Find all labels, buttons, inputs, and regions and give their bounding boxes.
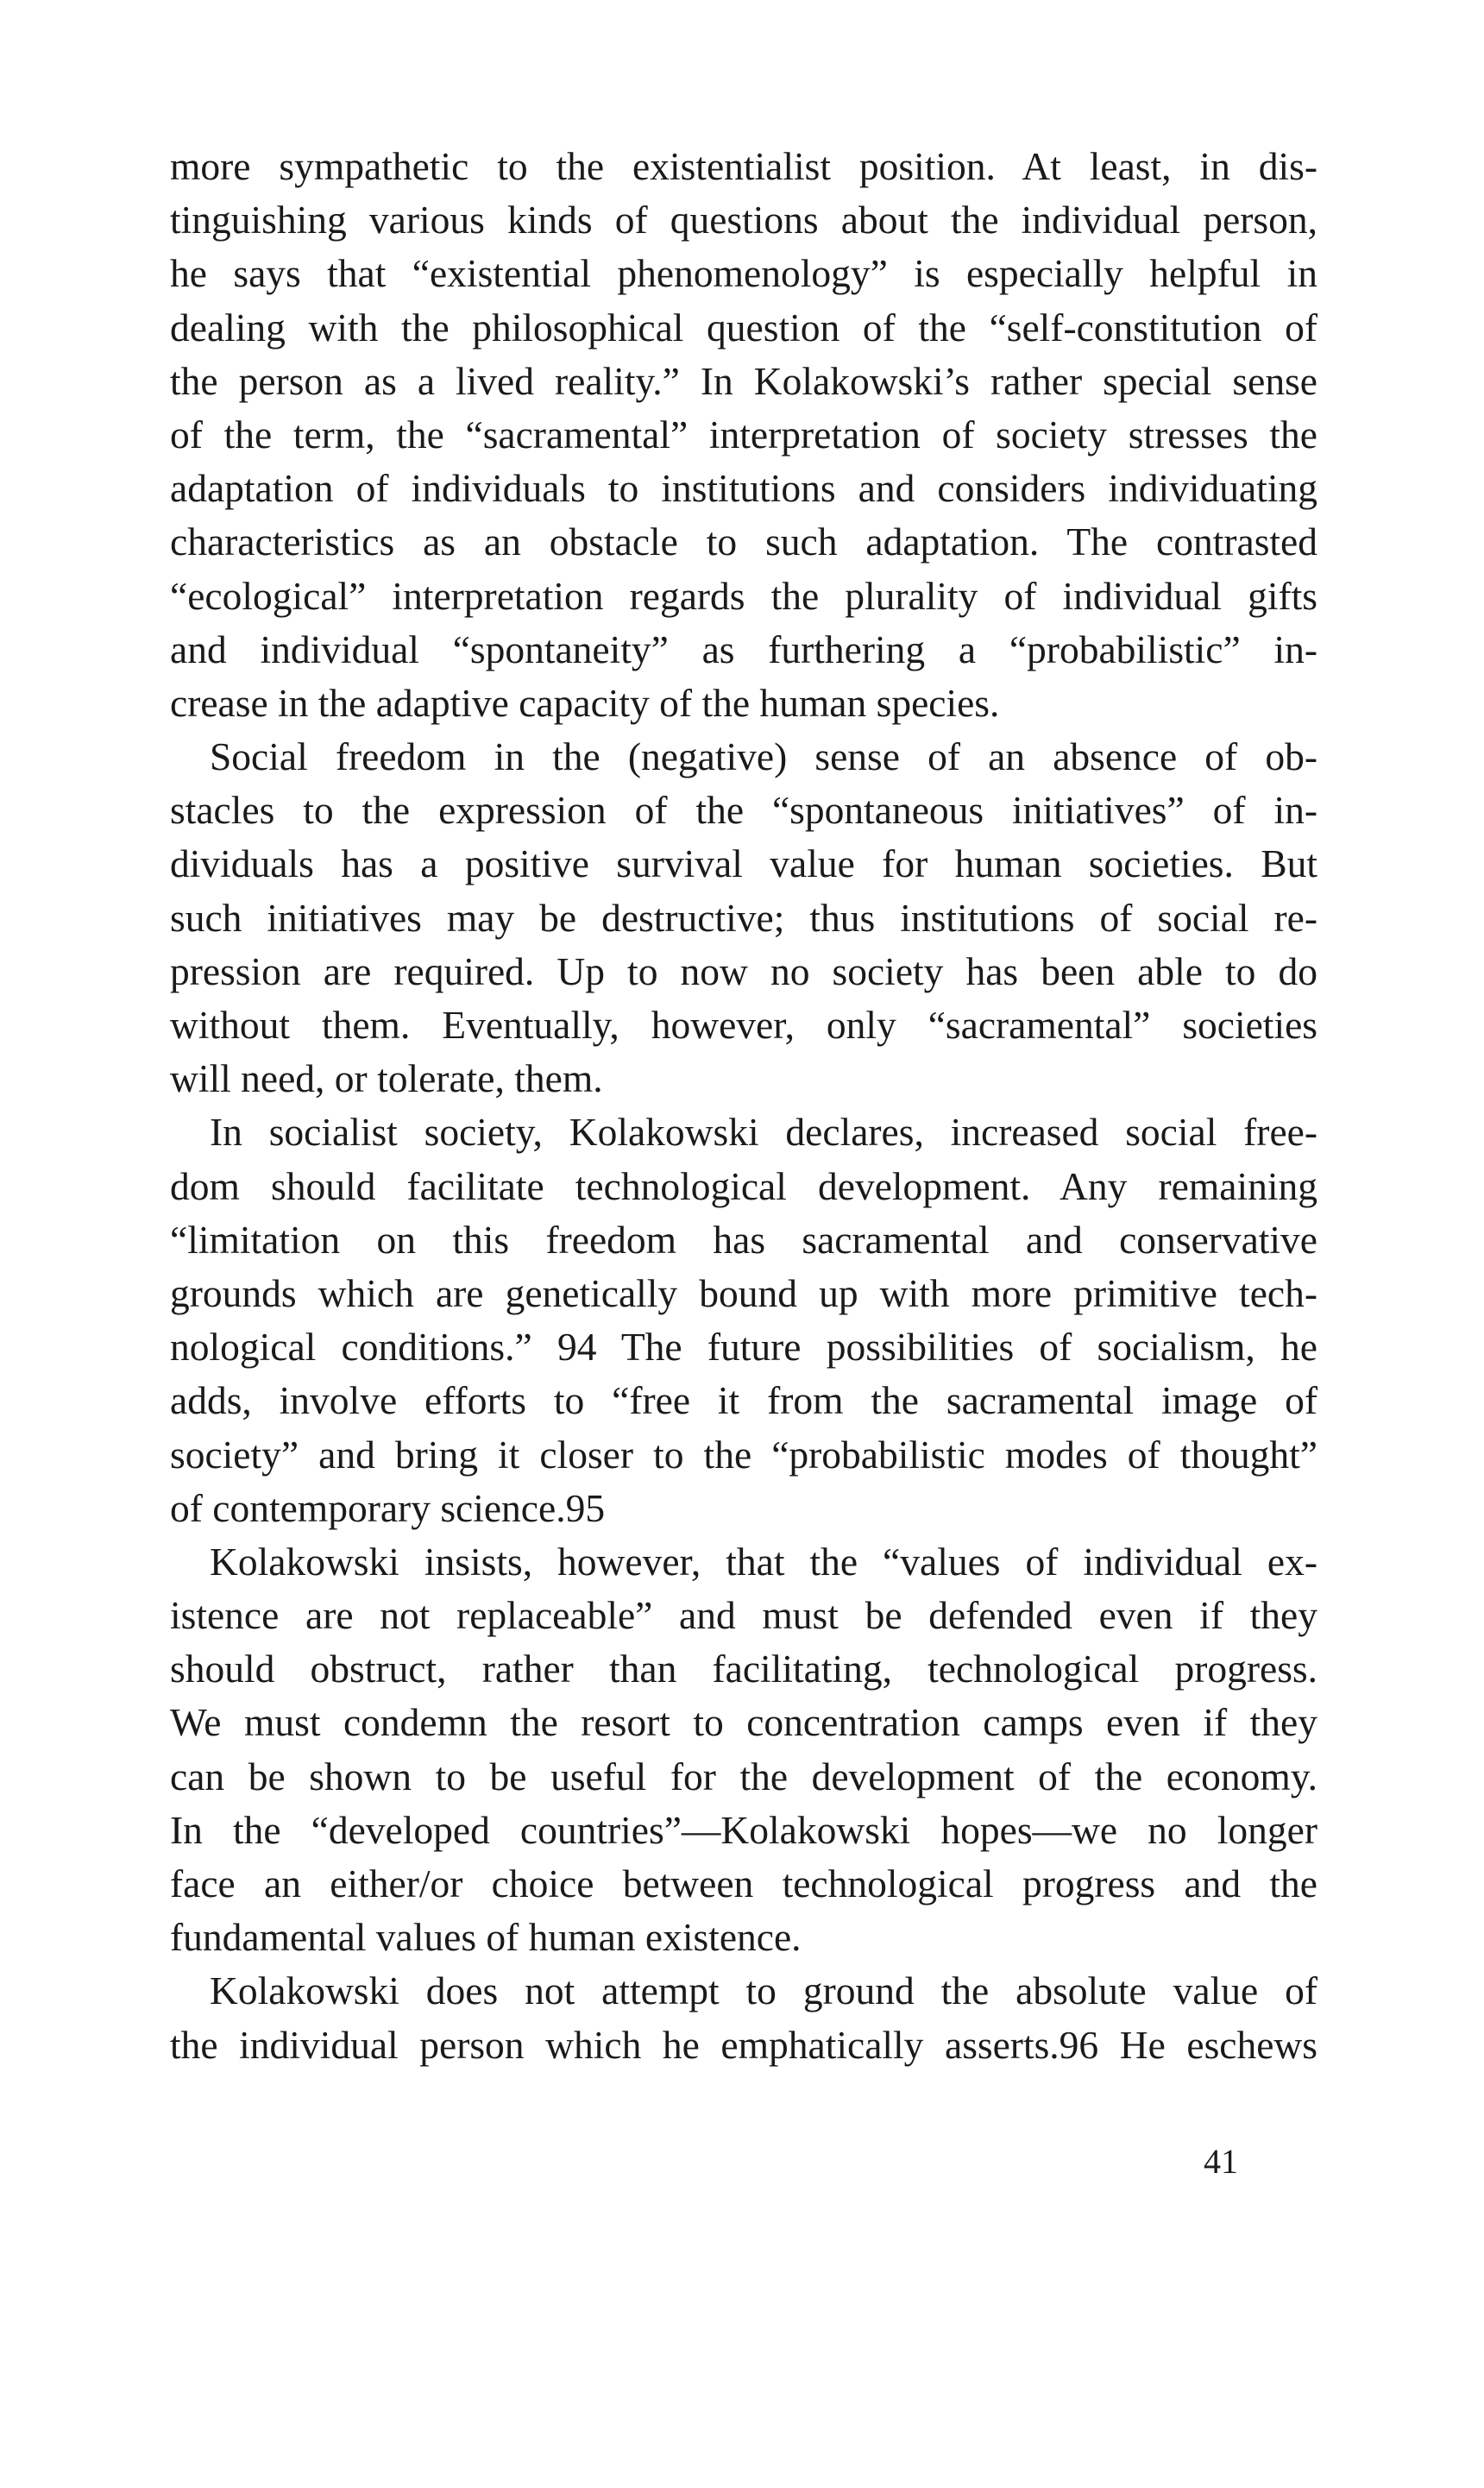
paragraph bbox=[170, 1535, 1317, 1965]
paragraph bbox=[170, 1964, 1317, 2071]
text-line: adaptation of individuals to institutions and considers individuating bbox=[170, 466, 1317, 511]
text-line: will need, or tolerate, them. bbox=[170, 1056, 603, 1101]
text-line: Kolakowski insists, however, that the “values of individual ex- bbox=[210, 1539, 1317, 1584]
text-line: and individual “spontaneity” as furthering a “probabilistic” in- bbox=[170, 627, 1317, 671]
text-line: stacles to the expression of the “spontaneous initiatives” of in- bbox=[170, 788, 1317, 833]
text-line: of contemporary science.95 bbox=[170, 1485, 606, 1530]
text-line: Kolakowski does not attempt to ground the absolute value of bbox=[210, 1968, 1317, 2013]
text-line: society” and bring it closer to the “probabilistic modes of thought” bbox=[170, 1432, 1317, 1477]
text-line: more sympathetic to the existentialist position. At least, in dis- bbox=[170, 144, 1317, 188]
text-line: dealing with the philosophical question of the “self-constitution of bbox=[170, 305, 1317, 350]
text-line: “ecological” interpretation regards the plurality of individual gifts bbox=[170, 573, 1317, 618]
text-line: “limitation on this freedom has sacramental and conservative bbox=[170, 1217, 1317, 1262]
text-line: of the term, the “sacramental” interpretation of society stresses the bbox=[170, 412, 1317, 457]
text-line: nological conditions.” 94 The future possibilities of socialism, he bbox=[170, 1325, 1317, 1370]
text-line: he says that “existential phenomenology” is especially helpful in bbox=[170, 251, 1317, 296]
paragraph bbox=[170, 730, 1317, 1105]
text-line: We must condemn the resort to concentration camps even if they bbox=[170, 1700, 1317, 1745]
text-line: Social freedom in the (negative) sense of an absence of ob- bbox=[210, 734, 1317, 779]
text-line: pression are required. Up to now no society has been able to do bbox=[170, 948, 1317, 993]
paragraph bbox=[170, 140, 1317, 730]
body-text bbox=[170, 140, 1317, 2072]
text-line: dividuals has a positive survival value for human societies. But bbox=[170, 841, 1317, 886]
text-line: without them. Eventually, however, only “sacramental” societies bbox=[170, 1003, 1317, 1047]
text-line: crease in the adaptive capacity of the human species. bbox=[170, 680, 1000, 725]
text-line: adds, involve efforts to “free it from the sacramental image of bbox=[170, 1378, 1317, 1423]
text-line: face an either/or choice between technological progress and the bbox=[170, 1861, 1317, 1905]
text-line: should obstruct, rather than facilitating, technological progress. bbox=[170, 1647, 1317, 1691]
paragraph bbox=[170, 1105, 1317, 1535]
text-line: fundamental values of human existence. bbox=[170, 1915, 802, 1960]
text-line: In the “developed countries”—Kolakowski hopes—we no longer bbox=[170, 1807, 1317, 1852]
text-line: tinguishing various kinds of questions about the individual person, bbox=[170, 198, 1317, 243]
page-number: 41 bbox=[1204, 2142, 1238, 2181]
text-line: the individual person which he emphatically asserts.96 He eschews bbox=[170, 2022, 1317, 2067]
text-line: istence are not replaceable” and must be defended even if they bbox=[170, 1593, 1317, 1638]
text-line: dom should facilitate technological development. Any remaining bbox=[170, 1163, 1317, 1208]
text-line: the person as a lived reality.” In Kolakowski’s rather special sense bbox=[170, 358, 1317, 403]
text-line: grounds which are genetically bound up with more primitive tech- bbox=[170, 1270, 1317, 1315]
text-line: can be shown to be useful for the development of the economy. bbox=[170, 1754, 1317, 1798]
text-line: such initiatives may be destructive; thus institutions of social re- bbox=[170, 895, 1317, 940]
text-line: characteristics as an obstacle to such adaptation. The contrasted bbox=[170, 520, 1317, 564]
text-line: In socialist society, Kolakowski declares, increased social free- bbox=[210, 1110, 1317, 1155]
